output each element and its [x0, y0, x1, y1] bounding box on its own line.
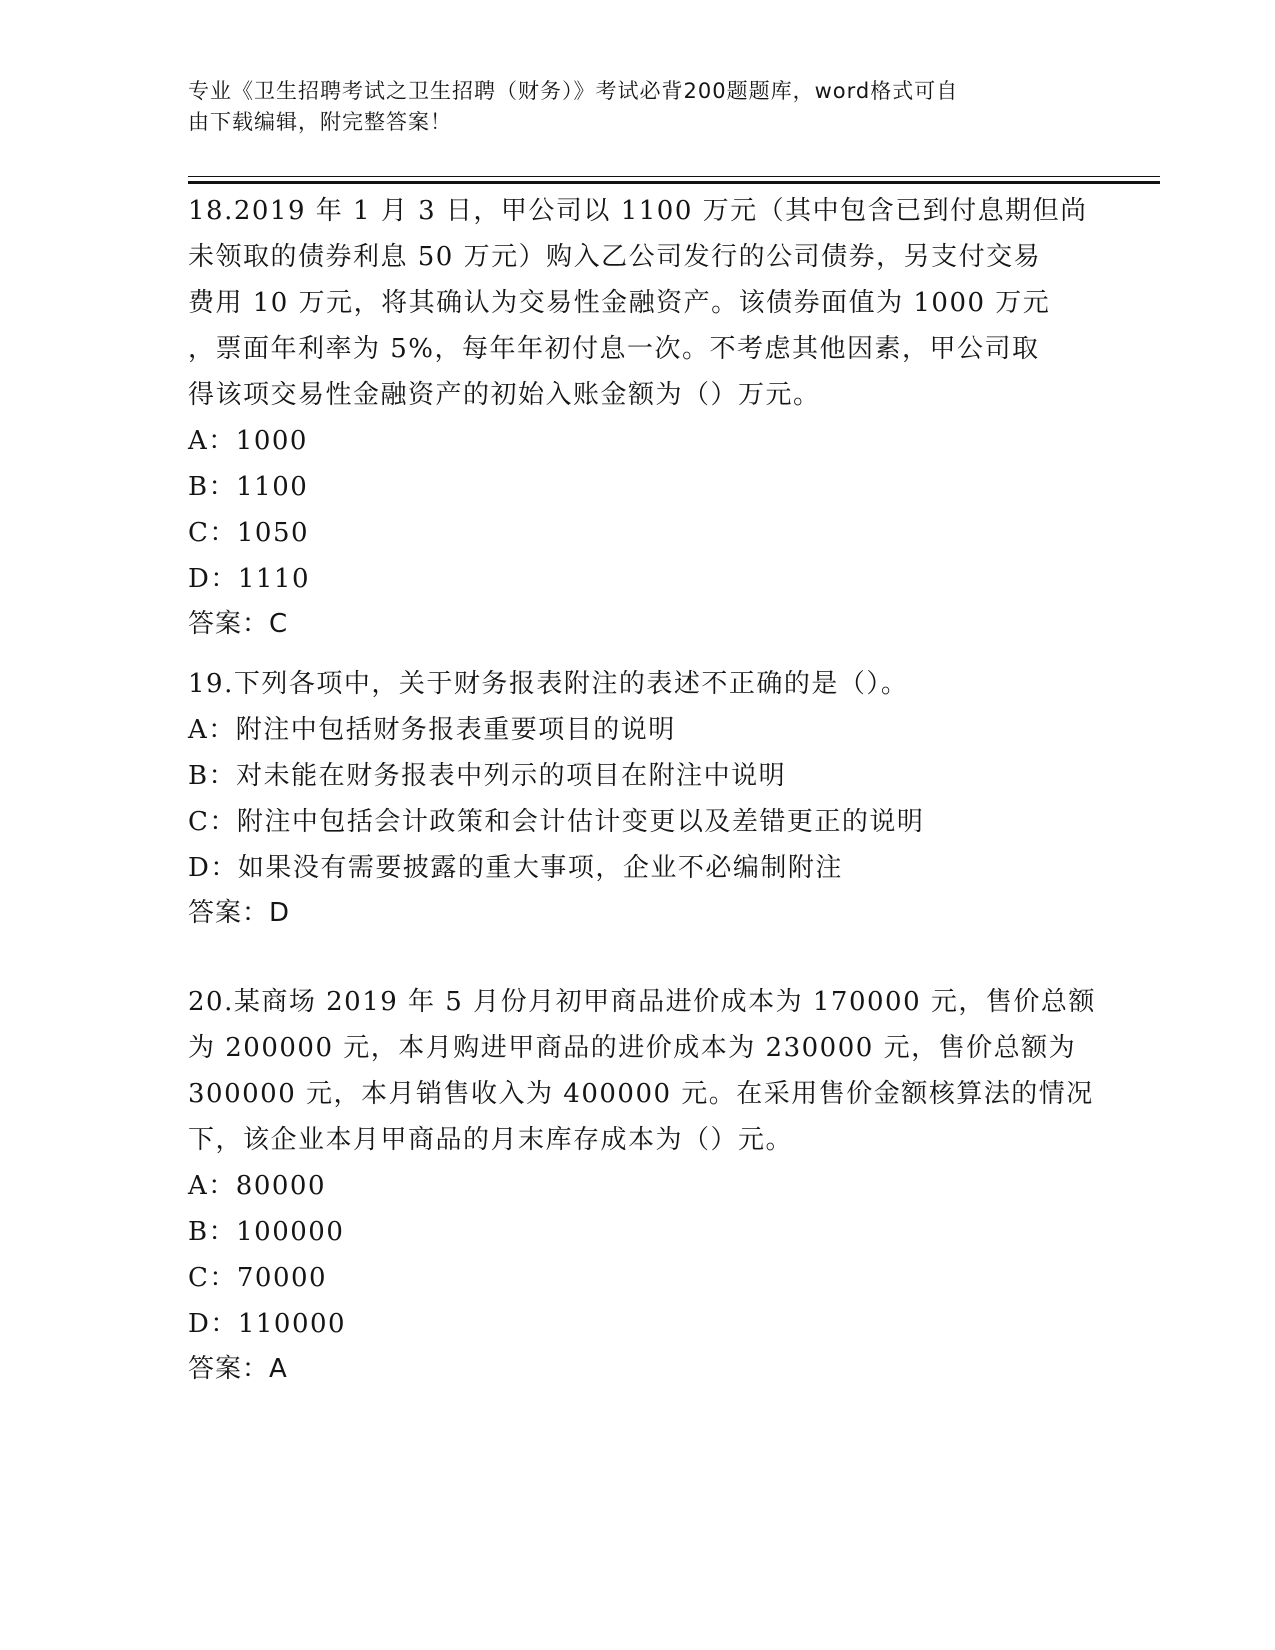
question-20 [188, 979, 1096, 1391]
option-a: A：1000 [188, 426, 308, 456]
stem-line: 300000 元，本月销售收入为 400000 元。在采用售价金额核算法的情况 [188, 1079, 1094, 1109]
option-d: D：110000 [188, 1309, 347, 1339]
answer: 答案：A [188, 1354, 288, 1384]
answer: 答案：C [188, 609, 289, 639]
option-c: C：70000 [188, 1263, 328, 1293]
question-stem [188, 979, 1096, 1163]
stem-line: 未领取的债券利息 50 万元）购入乙公司发行的公司债券，另支付交易 [188, 242, 1042, 272]
stem-line: 费用 10 万元，将其确认为交易性金融资产。该债券面值为 1000 万元 [188, 288, 1051, 318]
document-header: 专业《卫生招聘考试之卫生招聘（财务）》考试必背200题题库，word格式可自 由下载编辑，附完整答案！ [188, 79, 959, 134]
question-18 [188, 188, 1088, 646]
stem-line: 18.2019 年 1 月 3 日，甲公司以 1100 万元（其中包含已到付息期但尚 [188, 196, 1088, 226]
answer: 答案：D [188, 898, 291, 928]
option-b: B：100000 [188, 1217, 345, 1247]
stem-line: 为 200000 元，本月购进甲商品的进价成本为 230000 元，售价总额为 [188, 1033, 1077, 1063]
stem-line: 下，该企业本月甲商品的月末库存成本为（）元。 [188, 1125, 794, 1155]
option-a: A：附注中包括财务报表重要项目的说明 [188, 715, 676, 745]
header-divider-thick [188, 181, 1160, 184]
option-d: D：1110 [188, 564, 311, 594]
question-19 [188, 661, 1088, 935]
option-d: D：如果没有需要披露的重大事项，企业不必编制附注 [188, 853, 843, 883]
option-b: B：对未能在财务报表中列示的项目在附注中说明 [188, 761, 787, 791]
stem-line: 19.下列各项中，关于财务报表附注的表述不正确的是（）。 [188, 669, 909, 699]
stem-line: ，票面年利率为 5%，每年年初付息一次。不考虑其他因素，甲公司取 [188, 334, 1040, 364]
stem-line: 得该项交易性金融资产的初始入账金额为（）万元。 [188, 380, 821, 410]
header-divider-thin [188, 176, 1160, 177]
question-stem [188, 661, 1088, 707]
option-b: B：1100 [188, 472, 309, 502]
option-c: C：1050 [188, 518, 310, 548]
question-stem [188, 188, 1088, 418]
stem-line: 20.某商场 2019 年 5 月份月初甲商品进价成本为 170000 元，售价总额 [188, 987, 1096, 1017]
option-c: C：附注中包括会计政策和会计估计变更以及差错更正的说明 [188, 807, 925, 837]
option-a: A：80000 [188, 1171, 326, 1201]
